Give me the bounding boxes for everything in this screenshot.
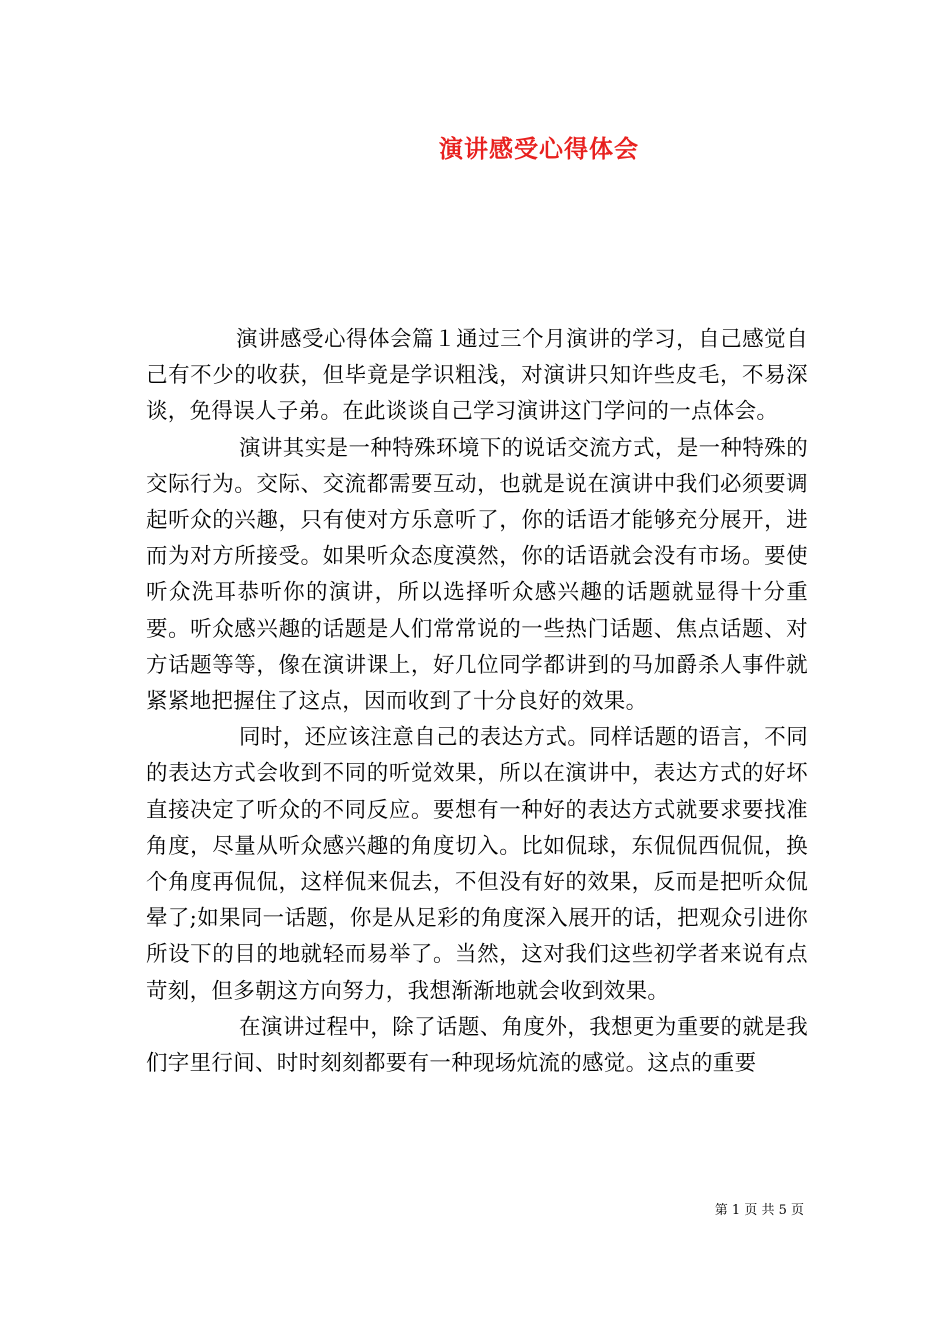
paragraph-3: 同时，还应该注意自己的表达方式。同样话题的语言，不同的表达方式会收到不同的听觉效果，所以在演讲中，表达方式的好坏直接决定了听众的不同反应。要想有一种好的表达方式就要求要找准角度，尽量从听众感兴趣的角度切入。比如侃球，东侃侃西侃侃，换个角度再侃侃，这样侃来侃去，不但没有好的效果，反而是把听众侃晕了;如果同一话题，你是从足彩的角度深入展开的话，把观众引进你所设下的目的地就轻而易举了。当然，这对我们这些初学者来说有点苛刻，但多朝这方向努力，我想渐渐地就会收到效果。 (146, 725, 808, 1004)
paragraph-4: 在演讲过程中，除了话题、角度外，我想更为重要的就是我们字里行间、时时刻刻都要有一种现场炕流的感觉。这点的重要 (146, 1014, 808, 1077)
document-body (146, 322, 808, 1082)
paragraph-1: 演讲感受心得体会篇１通过三个月演讲的学习，自己感觉自己有不少的收获，但毕竟是学识粗浅，对演讲只知许些皮毛，不易深谈，免得误人子弟。在此谈谈自己学习演讲这门学问的一点体会。 (146, 327, 808, 425)
paragraph-2: 演讲其实是一种特殊环境下的说话交流方式，是一种特殊的交际行为。交际、交流都需要互动，也就是说在演讲中我们必须要调起听众的兴趣，只有使对方乐意听了，你的话语才能够充分展开，进而为对方所接受。如果听众态度漠然，你的话语就会没有市场。要使听众洗耳恭听你的演讲，所以选择听众感兴趣的话题就显得十分重要。听众感兴趣的话题是人们常常说的一些热门话题、焦点话题、对方话题等等，像在演讲课上，好几位同学都讲到的马加爵杀人事件就紧紧地把握住了这点，因而收到了十分良好的效果。 (146, 435, 808, 715)
page-number-footer: 第 1 页 共 5 页 (714, 1203, 804, 1218)
document-title: 演讲感受心得体会 (439, 134, 639, 163)
